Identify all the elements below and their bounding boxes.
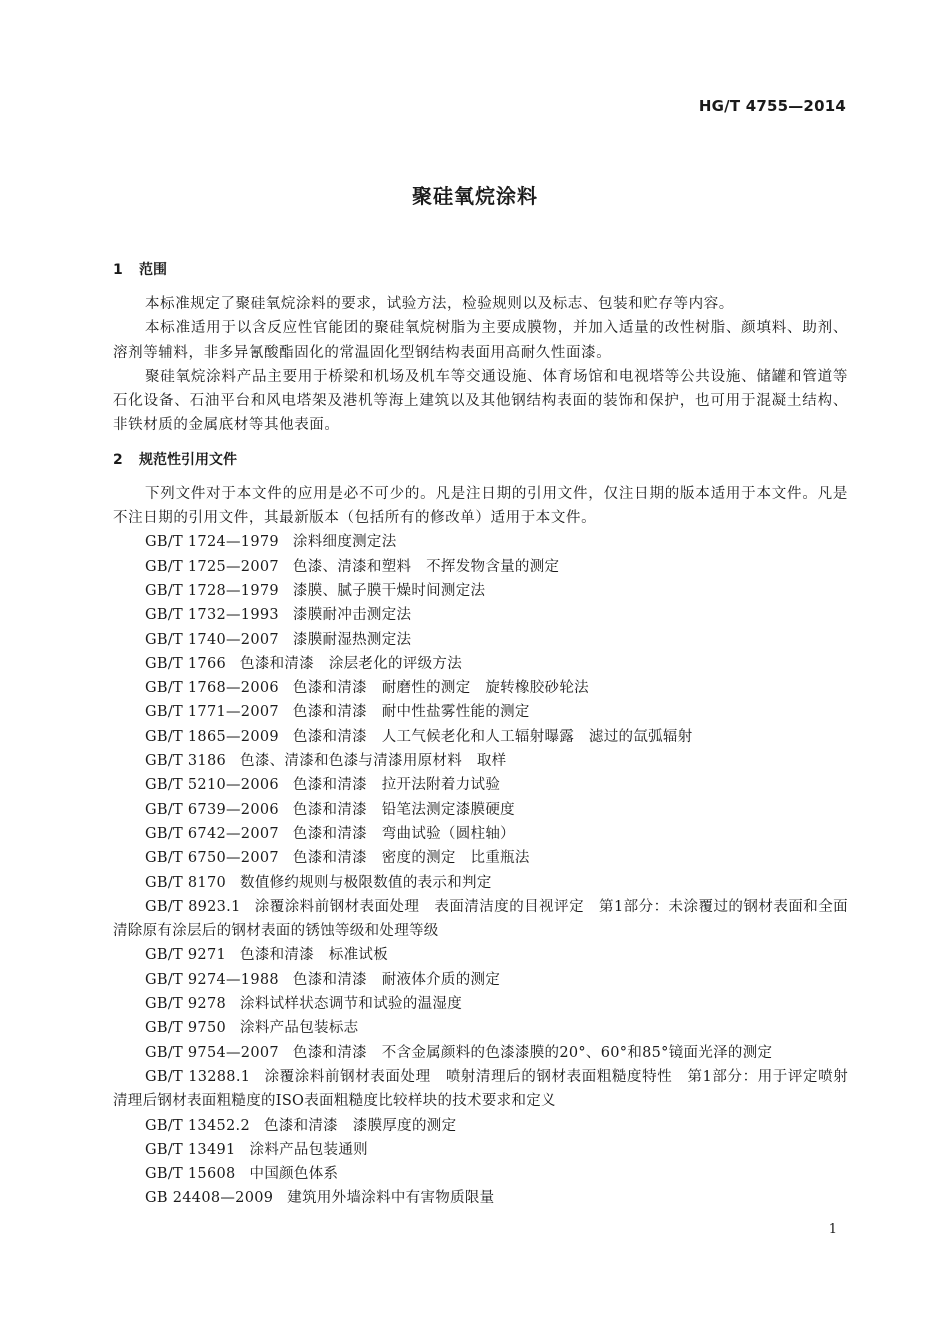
reference-title: 涂料产品包装标志 [240,1020,359,1037]
reference-item [113,968,848,992]
reference-title: 色漆和清漆 耐液体介质的测定 [292,971,501,988]
reference-title: 涂覆涂料前钢材表面处理 喷射清理后的钢材表面粗糙度特性 第1部分：用于评定喷射清理后钢材表面粗糙度的ISO表面粗糙度比较样块的技术要求和定义 [113,1068,849,1110]
reference-title: 漆膜耐湿热测定法 [292,631,412,648]
scope-paragraph: 本标准适用于以含反应性官能团的聚硅氧烷树脂为主要成膜物，并加入适量的改性树脂、颜填料、助剂、溶剂等辅料，非多异氰酸酯固化的常温固化型钢结构表面用高耐久性面漆。 [113,320,848,361]
reference-item [113,846,848,870]
standard-code: HG/T 4755—2014 [698,97,846,115]
reference-item [113,749,848,773]
reference-code: GB/T 3186 [145,753,227,770]
reference-title: 涂料试样状态调节和试验的温湿度 [240,996,463,1013]
reference-code: GB/T 9754—2007 [145,1044,279,1061]
reference-title: 数值修约规则与极限数值的表示和判定 [240,874,492,891]
reference-item [113,992,848,1016]
reference-item [113,895,848,944]
reference-title: 漆膜耐冲击测定法 [292,607,412,624]
reference-code: GB/T 9274—1988 [145,971,279,988]
reference-code: GB/T 1768—2006 [145,680,279,697]
section-number: 1 [113,262,123,278]
reference-code: GB/T 9271 [145,947,227,964]
reference-title: 涂料产品包装通则 [249,1141,368,1158]
reference-code: GB/T 9750 [145,1020,227,1037]
reference-title: 涂覆涂料前钢材表面处理 表面清洁度的目视评定 第1部分：未涂覆过的钢材表面和全面清除原有涂层后的钢材表面的锈蚀等级和处理等级 [113,898,848,940]
reference-item [113,530,848,554]
reference-code: GB/T 13288.1 [145,1068,251,1085]
reference-code: GB 24408—2009 [145,1190,274,1207]
reference-item [113,1065,848,1114]
reference-item [113,700,848,724]
reference-title: 涂料细度测定法 [292,534,397,551]
document-body [113,258,848,1211]
reference-item [113,652,848,676]
reference-code: GB/T 15608 [145,1166,236,1183]
reference-title: 建筑用外墙涂料中有害物质限量 [287,1190,495,1207]
reference-code: GB/T 6742—2007 [145,825,279,842]
reference-code: GB/T 1740—2007 [145,631,279,648]
reference-item [113,1114,848,1138]
section-1-heading [113,258,848,282]
reference-code: GB/T 13491 [145,1141,236,1158]
reference-title: 色漆和清漆 密度的测定 比重瓶法 [292,850,530,867]
reference-title: 色漆和清漆 弯曲试验（圆柱轴） [292,825,515,842]
reference-item [113,822,848,846]
reference-code: GB/T 5210—2006 [145,777,279,794]
reference-title: 色漆和清漆 铅笔法测定漆膜硬度 [292,801,515,818]
reference-item [113,1041,848,1065]
reference-code: GB/T 9278 [145,996,227,1013]
reference-code: GB/T 8923.1 [145,898,241,915]
section-title: 范围 [139,262,167,278]
page-number: 1 [828,1222,837,1237]
reference-code: GB/T 1728—1979 [145,582,279,599]
reference-item [113,725,848,749]
reference-item [113,1186,848,1210]
reference-list [113,530,848,1210]
reference-item [113,1138,848,1162]
document-title: 聚硅氧烷涂料 [412,184,538,208]
reference-code: GB/T 1724—1979 [145,534,279,551]
reference-item [113,555,848,579]
reference-code: GB/T 1766 [145,655,227,672]
scope-paragraph: 本标准规定了聚硅氧烷涂料的要求，试验方法，检验规则以及标志、包装和贮存等内容。 [145,296,734,312]
reference-title: 色漆和清漆 人工气候老化和人工辐射曝露 滤过的氙弧辐射 [292,728,693,745]
reference-title: 色漆和清漆 不含金属颜料的色漆漆膜的20°、60°和85°镜面光泽的测定 [292,1044,773,1061]
reference-code: GB/T 1732—1993 [145,607,279,624]
reference-item [113,1016,848,1040]
reference-title: 色漆和清漆 涂层老化的评级方法 [240,655,463,672]
reference-title: 色漆和清漆 漆膜厚度的测定 [263,1117,457,1134]
references-intro: 下列文件对于本文件的应用是必不可少的。凡是注日期的引用文件，仅注日期的版本适用于本文件。凡是不注日期的引用文件，其最新版本（包括所有的修改单）适用于本文件。 [113,485,848,527]
reference-title: 中国颜色体系 [249,1166,339,1183]
reference-code: GB/T 6750—2007 [145,850,279,867]
reference-title: 色漆、清漆和塑料 不挥发物含量的测定 [292,558,560,575]
reference-code: GB/T 6739—2006 [145,801,279,818]
reference-item [113,628,848,652]
reference-title: 色漆和清漆 耐中性盐雾性能的测定 [292,704,530,721]
reference-title: 色漆、清漆和色漆与清漆用原材料 取样 [240,753,507,770]
reference-code: GB/T 13452.2 [145,1117,250,1134]
section-number: 2 [113,451,123,468]
reference-title: 色漆和清漆 拉开法附着力试验 [292,777,501,794]
section-2-heading [113,448,848,472]
reference-title: 色漆和清漆 标准试板 [240,947,389,964]
reference-code: GB/T 1771—2007 [145,704,279,721]
reference-code: GB/T 1725—2007 [145,558,279,575]
section-title: 规范性引用文件 [139,451,237,468]
reference-code: GB/T 8170 [145,874,227,891]
reference-code: GB/T 1865—2009 [145,728,279,745]
reference-item [113,798,848,822]
reference-item [113,603,848,627]
reference-item [113,1162,848,1186]
reference-item [113,773,848,797]
reference-title: 漆膜、腻子膜干燥时间测定法 [292,582,486,599]
reference-item [113,871,848,895]
scope-paragraph: 聚硅氧烷涂料产品主要用于桥梁和机场及机车等交通设施、体育场馆和电视塔等公共设施、储罐和管道等石化设备、石油平台和风电塔架及港机等海上建筑以及其他钢结构表面的装饰和保护，也可用于混凝土结构、非铁材质的金属底材等其他表面。 [113,368,848,434]
reference-item [113,579,848,603]
reference-item [113,676,848,700]
reference-item [113,943,848,967]
reference-title: 色漆和清漆 耐磨性的测定 旋转橡胶砂轮法 [292,680,589,697]
